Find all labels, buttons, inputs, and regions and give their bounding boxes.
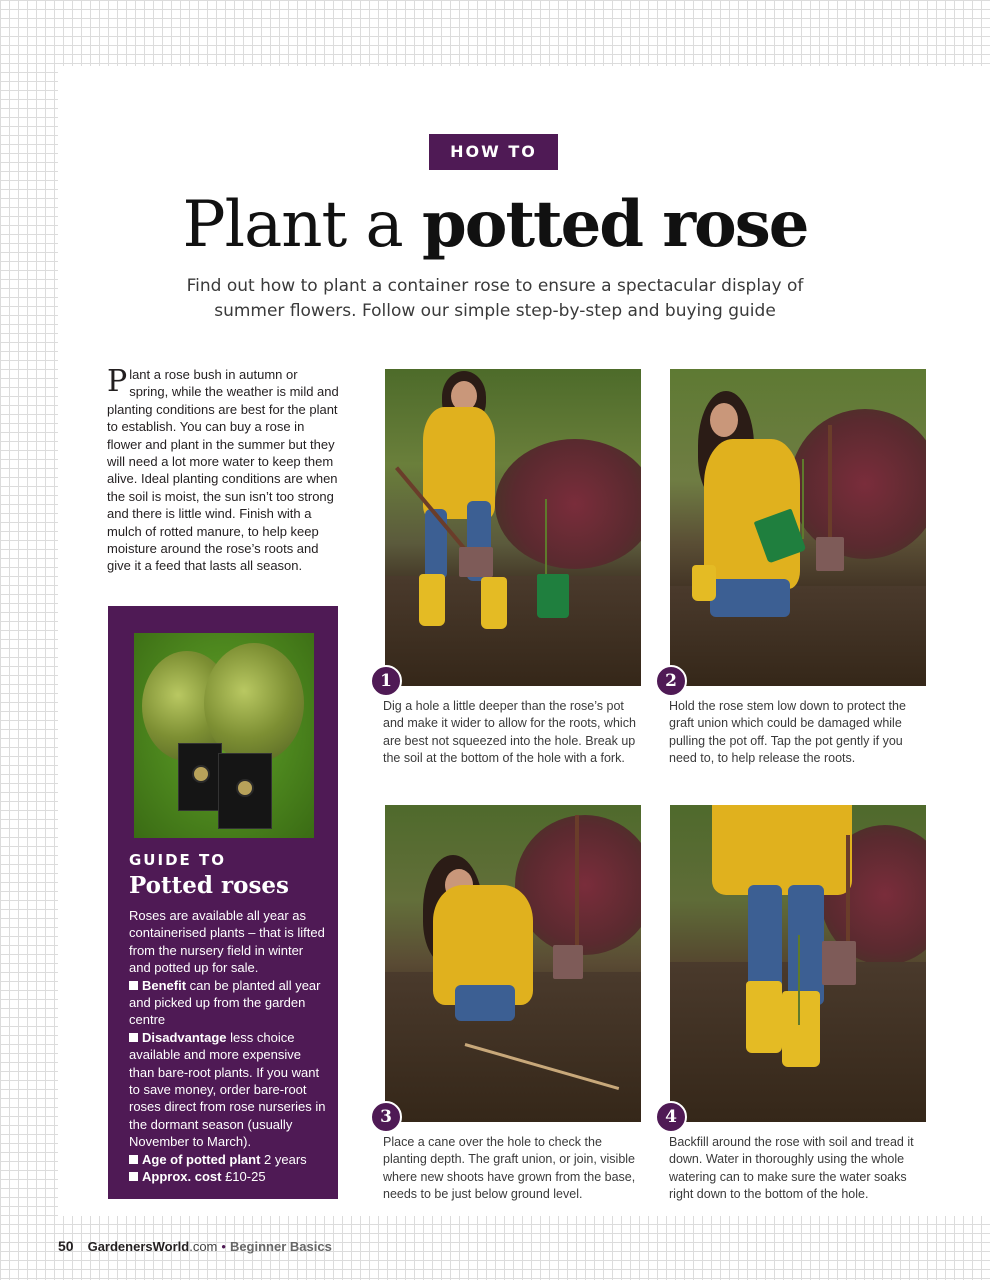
step-3-badge: 3 <box>370 1101 402 1133</box>
step-1-badge: 1 <box>370 665 402 697</box>
footer-separator: • <box>221 1239 226 1254</box>
bullet-square <box>129 1033 138 1042</box>
guide-body <box>129 907 327 1186</box>
guide-item-cost <box>129 1168 327 1185</box>
guide-item-label: Disadvantage <box>142 1029 227 1045</box>
guide-item-benefit <box>129 977 327 1029</box>
rose-stem <box>545 499 547 579</box>
spade-handle <box>828 425 832 545</box>
guide-item-label: Age of potted plant <box>142 1151 261 1167</box>
rose-stem <box>802 459 804 539</box>
guide-item-disadvantage <box>129 1029 327 1151</box>
bullet-square <box>129 981 138 990</box>
bullet-square <box>129 1172 138 1181</box>
step-1-caption: Dig a hole a little deeper than the rose’s pot and make it wider to allow for the roots, which are best not squeezed into the hole. Break up the soil at the bottom of the hole with a fork. <box>383 699 636 766</box>
red-shrub <box>495 439 641 569</box>
guide-kicker: GUIDE TO <box>129 851 226 869</box>
title-light: Plant a <box>182 188 422 262</box>
how-to-kicker: HOW TO <box>429 134 558 170</box>
step-3-photo <box>385 805 641 1122</box>
footer-domain: .com <box>189 1239 218 1254</box>
jeans-left <box>748 885 782 995</box>
guide-item-age <box>129 1151 327 1168</box>
standfirst: Find out how to plant a container rose to ensure a spectacular display of summer flowers. Follow our simple step-by-step and buying guide <box>186 276 804 321</box>
step-3-caption: Place a cane over the hole to check the planting depth. The graft union, or join, visible where new shoots have grown from the base, needs to be just below ground level. <box>383 1135 636 1202</box>
step-2-badge: 2 <box>655 665 687 697</box>
boot <box>692 565 716 601</box>
page-title <box>0 186 990 264</box>
face <box>710 403 738 437</box>
boot-left <box>419 574 445 626</box>
rose-stem <box>798 935 800 1025</box>
step-4-caption: Backfill around the rose with soil and tread it down. Water in thoroughly using the whole watering can to make sure the water soaks right down to the bottom of the hole. <box>669 1135 914 1202</box>
page-number: 50 <box>58 1238 74 1254</box>
spade-blade <box>822 941 856 985</box>
pot-label-left <box>192 765 210 783</box>
intro-text <box>107 366 339 575</box>
title-bold: potted rose <box>422 187 808 262</box>
guide-title: Potted roses <box>129 872 289 899</box>
page-footer <box>58 1238 332 1254</box>
footer-brand: GardenersWorld <box>87 1239 190 1254</box>
pot-label-right <box>236 779 254 797</box>
boot-right <box>782 991 820 1067</box>
guide-intro: Roses are available all year as containerised plants – that is lifted from the nursery field in winter and potted up for sale. <box>129 908 325 976</box>
intro-body: lant a rose bush in autumn or spring, while the weather is mild and planting conditions are best for the plant to establish. You can buy a rose in flower and plant in the summer but they will need a lot more water to keep them alive. Ideal planting conditions are when the soil is moist, the sun isn’t too strong and there is little wind. Finish with a mulch of rotted manure, to help keep moisture around the rose’s roots and give it a feed that lasts all season. <box>107 367 339 574</box>
jeans <box>455 985 515 1021</box>
spade-handle <box>575 815 579 955</box>
jeans <box>710 579 790 617</box>
step-2-caption: Hold the rose stem low down to protect the graft union which could be damaged while pulling the pot off. Tap the pot gently if you need to, to help release the roots. <box>669 699 906 766</box>
step-2-photo <box>670 369 926 686</box>
spade-blade <box>553 945 583 979</box>
yellow-coat <box>712 805 852 895</box>
step-4-photo <box>670 805 926 1122</box>
guide-item-text: can be planted all year and picked up from the garden centre <box>129 977 321 1028</box>
spade-blade <box>459 547 493 577</box>
bullet-square <box>129 1155 138 1164</box>
jeans-right <box>788 885 824 1005</box>
drop-cap: P <box>107 364 128 399</box>
guide-item-label: Approx. cost <box>142 1169 222 1185</box>
step-1-photo <box>385 369 641 686</box>
guide-item-text: less choice available and more expensive than bare-root plants. If you want to save money, order bare-root roses direct from rose nurseries in the dormant season (usually November to March). <box>129 1029 326 1150</box>
footer-section: Beginner Basics <box>229 1239 332 1254</box>
boot-right <box>481 577 507 629</box>
guide-item-text: £10-25 <box>221 1169 266 1185</box>
step-4-badge: 4 <box>655 1101 687 1133</box>
potted-roses-photo <box>134 633 314 838</box>
guide-box <box>108 606 338 1199</box>
boot-left <box>746 981 782 1053</box>
green-pot <box>537 574 569 618</box>
soil <box>670 586 926 686</box>
spade-blade <box>816 537 844 571</box>
guide-item-label: Benefit <box>142 977 187 993</box>
jeans-left <box>425 509 447 579</box>
guide-item-text: 2 years <box>260 1151 307 1167</box>
